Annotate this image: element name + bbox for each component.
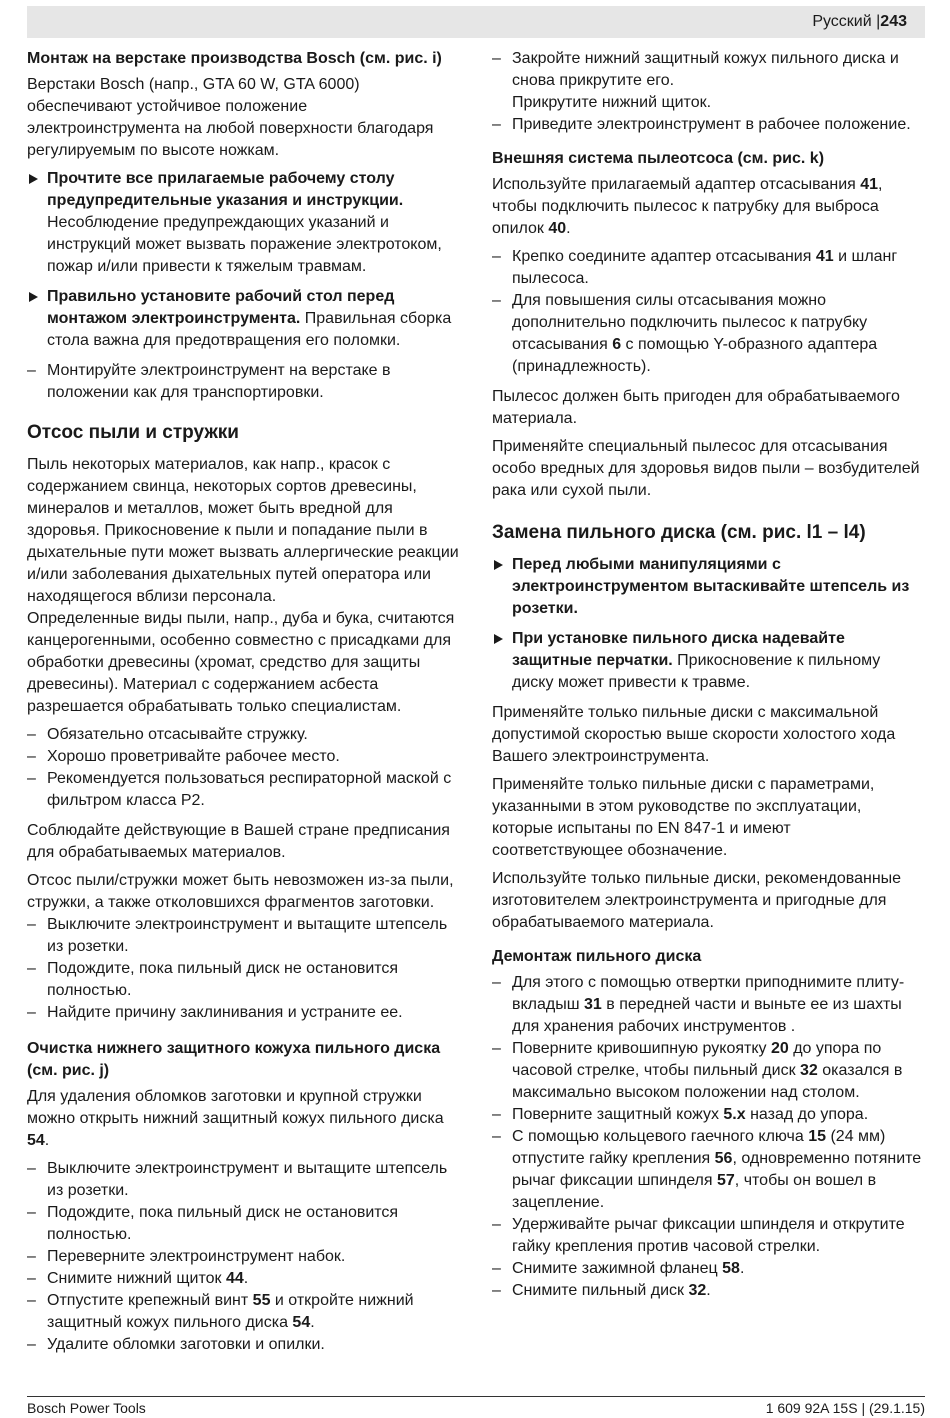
item-text: . bbox=[310, 1314, 315, 1331]
list-item: – Удалите обломки заготовки и опилки. bbox=[27, 1334, 459, 1356]
guard-text bbox=[27, 1086, 459, 1152]
list-item: – Рекомендуется пользоваться респираторной маской с фильтром класса Р2. bbox=[27, 768, 459, 812]
list-item bbox=[492, 1104, 924, 1126]
footer-divider bbox=[27, 1396, 925, 1397]
remove-heading: Демонтаж пильного диска bbox=[492, 948, 702, 965]
blade-paragraph-2: Применяйте только пильные диски с параметрами, указанными в этом руководстве по эксплуатации, которые испытаны по EN 847-1 и имеют соответствующее обозначение. bbox=[492, 776, 875, 859]
header-language-page bbox=[812, 11, 907, 33]
ref-number: 5.x bbox=[723, 1106, 746, 1123]
page-number: 243 bbox=[880, 13, 907, 30]
item-text: С помощью кольцевого гаечного ключа bbox=[512, 1128, 809, 1145]
list-item: – Выключите электроинструмент и вытащите штепсель из розетки. bbox=[27, 914, 459, 958]
remove-list bbox=[492, 972, 924, 1302]
item-text: . bbox=[739, 1260, 745, 1277]
ref-number: 32 bbox=[800, 1062, 818, 1079]
footer-brand: Bosch Power Tools bbox=[27, 1400, 146, 1416]
item-text: , одновременно потяните рычаг фиксации шпинделя bbox=[512, 1150, 922, 1189]
item-text: и шланг пылесоса. bbox=[512, 248, 898, 287]
list-item bbox=[492, 1280, 924, 1302]
ext-paragraph-2: Пылесос должен быть пригоден для обрабатываемого материала. bbox=[492, 388, 900, 427]
right-column bbox=[492, 48, 924, 1310]
guard-list-continued-2 bbox=[492, 114, 924, 136]
item-text: , чтобы он вошел в зацепление. bbox=[512, 1172, 877, 1211]
item-text: (24 мм) отпустите гайку крепления bbox=[512, 1128, 886, 1167]
list-item bbox=[27, 1268, 459, 1290]
dust-list bbox=[27, 724, 459, 812]
item-text: Для этого с помощью отвертки приподнимите плиту-вкладыш bbox=[512, 974, 905, 1013]
left-column bbox=[27, 48, 459, 1364]
header-separator: | bbox=[876, 13, 881, 30]
item-text: . bbox=[706, 1282, 711, 1299]
warning-unplug bbox=[492, 554, 924, 620]
page-header bbox=[27, 6, 925, 38]
item-text: до упора по часовой стрелке, чтобы пильный диск bbox=[512, 1040, 882, 1079]
list-item: – Переверните электроинструмент набок. bbox=[27, 1246, 459, 1268]
ref-number: 31 bbox=[584, 996, 602, 1013]
list-item bbox=[492, 246, 924, 290]
item-text: . bbox=[243, 1270, 249, 1287]
list-item bbox=[492, 290, 924, 378]
warning-read-instructions bbox=[27, 168, 459, 278]
guard-subline: Прикрутите нижний щиток. bbox=[512, 94, 712, 111]
para-text: Используйте прилагаемый адаптер отсасывания bbox=[492, 176, 861, 193]
ref-number: 44 bbox=[225, 1270, 244, 1287]
ref-number: 41 bbox=[860, 176, 879, 193]
list-item: – Закройте нижний защитный кожух пильного диска и снова прикрутите его. bbox=[492, 48, 924, 92]
list-item bbox=[492, 1038, 924, 1104]
guard-text-main: Для удаления обломков заготовки и крупной стружки можно открыть нижний защитный кожух пильного диска bbox=[27, 1088, 444, 1127]
ref-number: 54 bbox=[27, 1132, 45, 1149]
ext-list bbox=[492, 246, 924, 378]
mount-heading: Монтаж на верстаке производства Bosch (см. рис. i) bbox=[27, 50, 442, 67]
dust-paragraph-4: Отсос пыли/стружки может быть невозможен из-за пыли, стружки, а также отколовшихся фрагментов заготовки. bbox=[27, 872, 454, 911]
guard-list bbox=[27, 1158, 459, 1356]
ref-number: 32 bbox=[688, 1282, 707, 1299]
dust-list-2 bbox=[27, 914, 459, 1024]
list-item: – Обязательно отсасывайте стружку. bbox=[27, 724, 459, 746]
item-text: Крепко соедините адаптер отсасывания bbox=[512, 248, 816, 265]
ext-heading: Внешняя система пылеотсоса (см. рис. k) bbox=[492, 150, 825, 167]
para-text: . bbox=[566, 220, 571, 237]
ref-number: 40 bbox=[548, 220, 567, 237]
dust-section-title: Отсос пыли и стружки bbox=[27, 422, 239, 443]
item-text: с помощью Y-образного адаптера (принадлежность). bbox=[512, 336, 878, 375]
item-text: Снимите нижний щиток bbox=[47, 1270, 226, 1287]
warning-gloves bbox=[492, 628, 924, 694]
item-text: Снимите пильный диск bbox=[512, 1282, 689, 1299]
item-text: назад до упора. bbox=[745, 1106, 869, 1123]
guard-text-dot: . bbox=[44, 1132, 50, 1149]
list-item: – Найдите причину заклинивания и устраните ее. bbox=[27, 1002, 459, 1024]
item-text: Поверните защитный кожух bbox=[512, 1106, 724, 1123]
dust-paragraph-2: Определенные виды пыли, напр., дуба и бука, считаются канцерогенными, особенно совместно с присадками для обработки древесины (хромат, средство для защиты древесины). Материал с содержанием асбеста разрешается обрабатывать только специалистам. bbox=[27, 610, 455, 715]
ext-paragraph-1 bbox=[492, 174, 924, 240]
ref-number: 57 bbox=[717, 1172, 735, 1189]
item-text: Снимите зажимной фланец bbox=[512, 1260, 723, 1277]
mount-text: Верстаки Bosch (напр., GTA 60 W, GTA 6000) обеспечивают устойчивое положение электроинструмента на любой поверхности благодаря регулируемым по высоте ножкам. bbox=[27, 76, 434, 159]
dust-paragraph-1: Пыль некоторых материалов, как напр., красок с содержанием свинца, некоторых сортов древесины, минералов и металлов, может быть вредной для здоровья. Прикосновение к пыли и попадание пыли в дыхательные пути может вызвать аллергические реакции и/или заболевания дыхательных путей оператора или находящегося вблизи персонала. bbox=[27, 456, 459, 605]
item-text: оказался в максимально высоком положении над столом. bbox=[512, 1062, 903, 1101]
warning-bold: При установке пильного диска надевайте защитные перчатки. bbox=[512, 630, 845, 669]
item-text: и откройте нижний защитный кожух пильного диска bbox=[47, 1292, 414, 1331]
guard-heading: Очистка нижнего защитного кожуха пильного диска (см. рис. j) bbox=[27, 1040, 441, 1079]
blade-paragraph-3: Используйте только пильные диски, рекомендованные изготовителем электроинструмента и пригодные для обрабатываемого материала. bbox=[492, 870, 902, 931]
warning-text: Прикосновение к пильному диску может привести к травме. bbox=[512, 652, 881, 691]
list-item bbox=[492, 1126, 924, 1214]
warning-text: Несоблюдение предупреждающих указаний и инструкций может вызвать поражение электротоком, пожар и/или привести к тяжелым травмам. bbox=[47, 214, 442, 275]
dust-paragraph-3: Соблюдайте действующие в Вашей стране предписания для обрабатываемых материалов. bbox=[27, 822, 450, 861]
ref-number: 54 bbox=[292, 1314, 311, 1331]
list-item: – Подождите, пока пильный диск не остановится полностью. bbox=[27, 1202, 459, 1246]
warning-bold: Прочтите все прилагаемые рабочему столу предупредительные указания и инструкции. bbox=[47, 170, 404, 209]
list-item: – Хорошо проветривайте рабочее место. bbox=[27, 746, 459, 768]
ext-paragraph-3: Применяйте специальный пылесос для отсасывания особо вредных для здоровья видов пыли – возбудителей рака или сухой пыли. bbox=[492, 438, 920, 499]
ref-number: 56 bbox=[714, 1150, 733, 1167]
ref-number: 58 bbox=[722, 1260, 740, 1277]
ref-number: 41 bbox=[815, 248, 834, 265]
list-item bbox=[27, 1290, 459, 1334]
para-text: , чтобы подключить пылесос к патрубку для выброса опилок bbox=[492, 176, 883, 237]
guard-list-continued bbox=[492, 48, 924, 92]
blade-paragraph-1: Применяйте только пильные диски с максимальной допустимой скоростью выше скорости холостого хода Вашего электроинструмента. bbox=[492, 704, 896, 765]
ref-number: 15 bbox=[808, 1128, 827, 1145]
warning-bold: Перед любыми манипуляциями с электроинструментом вытаскивайте штепсель из розетки. bbox=[512, 556, 910, 617]
item-text: Поверните кривошипную рукоятку bbox=[512, 1040, 771, 1057]
list-item: – Выключите электроинструмент и вытащите штепсель из розетки. bbox=[27, 1158, 459, 1202]
list-item bbox=[492, 972, 924, 1038]
item-text: Отпустите крепежный винт bbox=[47, 1292, 253, 1309]
mount-list bbox=[27, 360, 459, 404]
warning-install-table bbox=[27, 286, 459, 352]
item-text: в передней части и выньте ее из шахты для хранения рабочих инструментов . bbox=[512, 996, 902, 1035]
ref-number: 20 bbox=[770, 1040, 789, 1057]
warning-bold: Правильно установите рабочий стол перед монтажом электроинструмента. bbox=[47, 288, 395, 327]
list-item bbox=[492, 1258, 924, 1280]
list-item: – Подождите, пока пильный диск не остановится полностью. bbox=[27, 958, 459, 1002]
list-item: – Удерживайте рычаг фиксации шпинделя и открутите гайку крепления против часовой стрелки. bbox=[492, 1214, 924, 1258]
list-item: – Монтируйте электроинструмент на верстаке в положении как для транспортировки. bbox=[27, 360, 459, 404]
item-text: Для повышения силы отсасывания можно дополнительно подключить пылесос к патрубку отсасывания bbox=[512, 292, 868, 353]
list-item: – Приведите электроинструмент в рабочее положение. bbox=[492, 114, 924, 136]
header-language: Русский bbox=[812, 13, 872, 30]
blade-section-title: Замена пильного диска (см. рис. l1 – l4) bbox=[492, 522, 866, 543]
ref-number: 55 bbox=[252, 1292, 271, 1309]
warning-text: Правильная сборка стола важна для предотвращения его поломки. bbox=[47, 310, 452, 349]
ref-number: 6 bbox=[612, 336, 622, 353]
footer-doc-code: 1 609 92A 15S | (29.1.15) bbox=[765, 1400, 925, 1416]
